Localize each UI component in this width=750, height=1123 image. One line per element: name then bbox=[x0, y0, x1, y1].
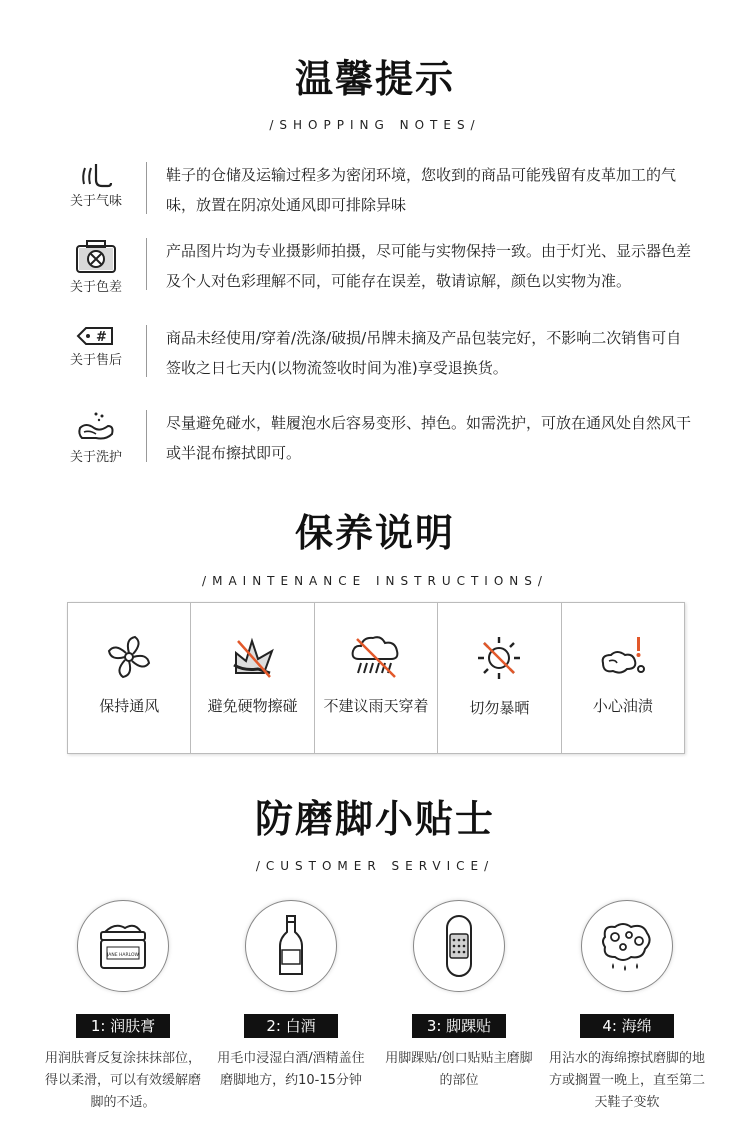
note-label: 关于气味 bbox=[69, 194, 122, 209]
maintenance-item-oil bbox=[562, 603, 684, 753]
note-text: 鞋子的仓储及运输过程多为密闭环境，您收到的商品可能残留有皮革加工的气味，放置在阴凉处通风即可排除异味 bbox=[166, 166, 677, 214]
maintenance-item-hard-object bbox=[191, 603, 314, 753]
wash-shoe-icon bbox=[76, 410, 116, 444]
shopping-notes-title: 温馨提示 bbox=[294, 57, 455, 101]
tip-liquor bbox=[206, 900, 376, 1092]
tip-icon-circle bbox=[77, 900, 169, 992]
bottle-icon bbox=[276, 914, 306, 978]
maintenance-title: 保养说明 bbox=[294, 511, 455, 555]
svg-text:#: # bbox=[96, 330, 107, 345]
oil-stain-icon bbox=[597, 633, 649, 681]
tip-label: 3: 脚踝贴 bbox=[412, 1014, 506, 1038]
shopping-notes-subtitle: /SHOPPING NOTES/ bbox=[269, 118, 481, 132]
tip-label: 4: 海绵 bbox=[580, 1014, 674, 1038]
tip-icon-circle bbox=[581, 900, 673, 992]
note-text: 商品未经使用/穿着/洗涤/破损/吊牌未摘及产品包装完好，不影响二次销售可自签收之日七天内(以物流签收时间为准)享受退换货。 bbox=[166, 329, 682, 377]
tip-description: 用脚踝贴/创口贴贴主磨脚的部位 bbox=[385, 1051, 533, 1088]
tag-icon bbox=[76, 325, 116, 347]
note-after-sales bbox=[60, 325, 700, 387]
bandage-icon bbox=[439, 914, 479, 978]
note-text: 尽量避免碰水，鞋履泡水后容易变形、掉色。如需洗护，可放在通风处自然风干或半混布擦拭即可。 bbox=[166, 414, 692, 462]
tip-description: 用润肤膏反复涂抹抹部位，得以柔滑，可以有效缓解磨脚的不适。 bbox=[44, 1051, 201, 1110]
fan-icon bbox=[105, 633, 153, 681]
divider bbox=[146, 410, 147, 462]
tip-cream bbox=[38, 900, 208, 1114]
maintenance-grid bbox=[67, 602, 685, 754]
note-smell bbox=[60, 162, 700, 224]
tip-sponge bbox=[542, 900, 712, 1114]
service-title: 防磨脚小贴士 bbox=[254, 797, 495, 841]
tip-label: 1: 润肤膏 bbox=[76, 1014, 170, 1038]
jar-brand-text: JANE HARLOW bbox=[107, 953, 139, 958]
tip-bandage bbox=[374, 900, 544, 1092]
note-text: 产品图片均为专业摄影师拍摄，尽可能与实物保持一致。由于灯光、显示器色差及个人对色彩理解不同，可能存在误差，敬请谅解，颜色以实物为准。 bbox=[166, 242, 692, 290]
tip-description: 用毛巾浸湿白酒/酒精盖住磨脚地方，约10-15分钟 bbox=[217, 1051, 365, 1088]
note-label: 关于售后 bbox=[69, 353, 122, 368]
tip-description: 用沾水的海绵擦拭磨脚的地方或搁置一晚上，直至第二天鞋子变软 bbox=[548, 1051, 705, 1110]
note-label: 关于洗护 bbox=[69, 450, 122, 465]
tip-icon-circle bbox=[413, 900, 505, 992]
note-label: 关于色差 bbox=[69, 280, 122, 295]
rain-cloud-icon bbox=[349, 633, 403, 681]
maintenance-label: 不建议雨天穿着 bbox=[323, 697, 429, 715]
tip-icon-circle bbox=[245, 900, 337, 992]
maintenance-label: 切勿暴晒 bbox=[469, 699, 530, 717]
maintenance-item-ventilate bbox=[68, 603, 191, 753]
sponge-icon bbox=[599, 919, 655, 973]
smell-icon bbox=[78, 162, 114, 188]
divider bbox=[146, 325, 147, 377]
maintenance-label: 小心油渍 bbox=[592, 697, 653, 715]
tip-label: 2: 白酒 bbox=[244, 1014, 338, 1038]
camera-icon bbox=[74, 238, 118, 274]
divider bbox=[146, 162, 147, 214]
note-color bbox=[60, 238, 700, 300]
divider bbox=[146, 238, 147, 290]
cream-jar-icon bbox=[95, 920, 151, 972]
maintenance-label: 保持通风 bbox=[99, 697, 160, 715]
no-sun-icon bbox=[474, 633, 524, 683]
maintenance-item-rain bbox=[315, 603, 438, 753]
no-hard-object-icon bbox=[228, 633, 278, 681]
maintenance-label: 避免硬物擦碰 bbox=[207, 697, 298, 715]
service-subtitle: /CUSTOMER SERVICE/ bbox=[255, 859, 495, 873]
maintenance-item-sun bbox=[438, 603, 561, 753]
maintenance-subtitle: /MAINTENANCE INSTRUCTIONS/ bbox=[202, 574, 548, 588]
note-care bbox=[60, 410, 700, 472]
